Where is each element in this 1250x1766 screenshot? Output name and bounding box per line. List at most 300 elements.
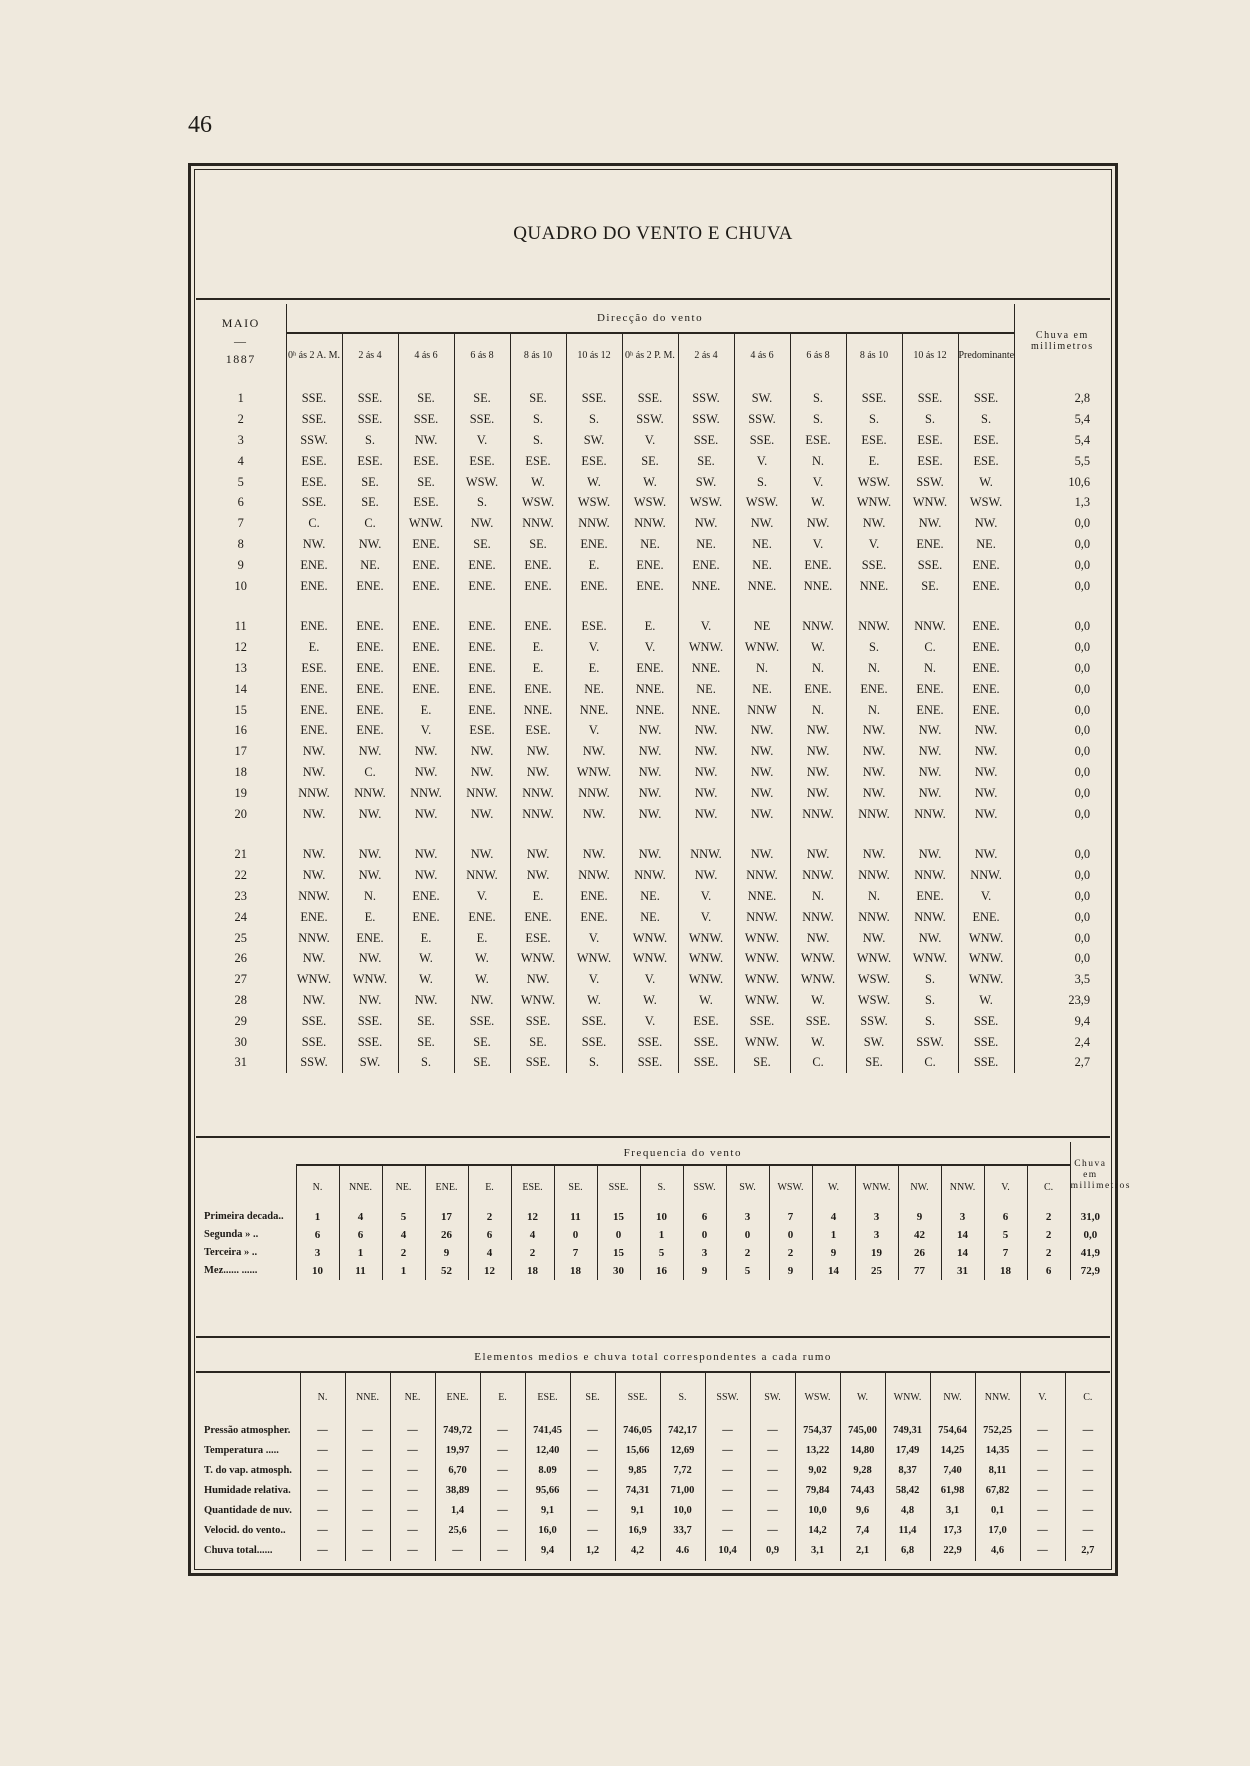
column-header: ESE. <box>511 1165 554 1208</box>
value-cell: — <box>435 1541 480 1561</box>
column-header: SSW. <box>705 1372 750 1421</box>
direction-cell: WSW. <box>454 471 510 492</box>
rain-cell: 0,0 <box>1014 720 1110 741</box>
direction-cell: V. <box>622 969 678 990</box>
direction-cell: WNW. <box>678 927 734 948</box>
value-cell: 749,72 <box>435 1421 480 1441</box>
direction-cell: NW. <box>790 927 846 948</box>
direction-cell: SSE. <box>286 492 342 513</box>
direction-cell: WNW. <box>790 969 846 990</box>
direction-cell: NW. <box>678 741 734 762</box>
direction-cell: NW. <box>902 927 958 948</box>
value-cell: 12 <box>511 1208 554 1226</box>
rain-cell: 3,5 <box>1014 969 1110 990</box>
value-cell: 17 <box>425 1208 468 1226</box>
column-header: WNW. <box>885 1372 930 1421</box>
direction-cell: NNW <box>734 699 790 720</box>
direction-cell: NE. <box>342 554 398 575</box>
direction-cell: S. <box>846 409 902 430</box>
direction-cell: NW. <box>286 990 342 1011</box>
direction-cell: NNW. <box>678 844 734 865</box>
row-label: Temperatura ..... <box>204 1445 279 1456</box>
direction-cell: ENE. <box>342 658 398 679</box>
value-cell: — <box>390 1461 435 1481</box>
rain-cell: 0,0 <box>1070 1226 1110 1244</box>
table-row <box>196 1031 1110 1052</box>
value-cell: 25 <box>855 1262 898 1280</box>
value-cell: 14,2 <box>795 1521 840 1541</box>
direction-cell: SSE. <box>902 378 958 409</box>
direction-cell: ENE. <box>510 906 566 927</box>
direction-cell: ESE. <box>846 430 902 451</box>
value-cell: 3 <box>296 1244 339 1262</box>
column-header: NE. <box>382 1165 425 1208</box>
direction-cell: V. <box>734 450 790 471</box>
value-cell: 9,85 <box>615 1461 660 1481</box>
direction-cell: ENE. <box>398 616 454 637</box>
direction-cell: WSW. <box>846 990 902 1011</box>
direction-cell: NW. <box>846 782 902 803</box>
direction-cell: S. <box>846 637 902 658</box>
column-header: 10 ás 12 <box>902 333 958 378</box>
table-row <box>196 1461 1110 1481</box>
column-header: NW. <box>898 1165 941 1208</box>
direction-cell: NW. <box>622 782 678 803</box>
direction-cell: NNW. <box>846 803 902 824</box>
direction-cell: NW. <box>454 513 510 534</box>
direction-cell: ESE. <box>902 450 958 471</box>
table-row <box>196 927 1110 948</box>
value-cell: 19,97 <box>435 1441 480 1461</box>
value-cell: 61,98 <box>930 1481 975 1501</box>
column-header: 10 ás 12 <box>566 333 622 378</box>
value-cell: — <box>390 1521 435 1541</box>
column-header: V. <box>1020 1372 1065 1421</box>
direction-cell: ESE. <box>790 430 846 451</box>
value-cell: 58,42 <box>885 1481 930 1501</box>
direction-cell: NE. <box>734 678 790 699</box>
value-cell: — <box>705 1481 750 1501</box>
direction-cell: NW. <box>678 803 734 824</box>
direction-cell: V. <box>566 969 622 990</box>
table-frame <box>188 163 1131 1576</box>
direction-cell: NW. <box>342 948 398 969</box>
table-row <box>196 492 1110 513</box>
rain-cell: 0,0 <box>1014 865 1110 886</box>
frequency-group-header: Frequencia do vento <box>296 1142 1070 1165</box>
value-cell: 6,8 <box>885 1541 930 1561</box>
value-cell: 15 <box>597 1244 640 1262</box>
column-header: SSW. <box>683 1165 726 1208</box>
direction-cell: NNW. <box>454 782 510 803</box>
table-row <box>196 1052 1110 1073</box>
direction-cell: V. <box>566 720 622 741</box>
direction-cell: NW. <box>342 803 398 824</box>
column-header: NE. <box>390 1372 435 1421</box>
day-cell: 29 <box>234 1013 247 1028</box>
value-cell: 6 <box>296 1226 339 1244</box>
direction-cell: N. <box>790 886 846 907</box>
value-cell: 7 <box>554 1244 597 1262</box>
column-header: 4 ás 6 <box>398 333 454 378</box>
direction-cell: NW. <box>398 803 454 824</box>
direction-cell: NW. <box>398 762 454 783</box>
spacer-row <box>196 596 1110 616</box>
direction-cell: NW. <box>398 990 454 1011</box>
value-cell: 4 <box>812 1208 855 1226</box>
table-row <box>196 948 1110 969</box>
direction-cell: V. <box>790 534 846 555</box>
direction-cell: NNW. <box>846 865 902 886</box>
day-cell: 11 <box>234 619 247 634</box>
value-cell: — <box>480 1501 525 1521</box>
column-header: WSW. <box>769 1165 812 1208</box>
rain-cell: 0,0 <box>1014 927 1110 948</box>
column-header: N. <box>296 1165 339 1208</box>
direction-cell: N. <box>790 450 846 471</box>
direction-cell: NNW. <box>566 782 622 803</box>
direction-cell: NW. <box>622 844 678 865</box>
direction-cell: NW. <box>958 720 1014 741</box>
direction-cell: W. <box>454 948 510 969</box>
direction-cell: V. <box>454 430 510 451</box>
direction-cell: SE. <box>454 534 510 555</box>
value-cell: 11 <box>554 1208 597 1226</box>
direction-cell: NW. <box>622 720 678 741</box>
direction-cell: NW. <box>454 803 510 824</box>
value-cell: 4 <box>382 1226 425 1244</box>
direction-cell: S. <box>510 430 566 451</box>
value-cell: — <box>1065 1421 1110 1441</box>
direction-cell: NW. <box>286 803 342 824</box>
column-header: 4 ás 6 <box>734 333 790 378</box>
direction-cell: E. <box>342 906 398 927</box>
direction-cell: SSE. <box>342 1010 398 1031</box>
value-cell: 4 <box>339 1208 382 1226</box>
value-cell: 10,0 <box>660 1501 705 1521</box>
value-cell: — <box>345 1481 390 1501</box>
table-row <box>196 378 1110 409</box>
rain-cell: 23,9 <box>1014 990 1110 1011</box>
value-cell: 3,1 <box>930 1501 975 1521</box>
value-cell: 18 <box>511 1262 554 1280</box>
rain-cell: 0,0 <box>1014 658 1110 679</box>
direction-cell: NW. <box>678 782 734 803</box>
direction-cell: ENE. <box>398 886 454 907</box>
direction-cell: NW. <box>790 513 846 534</box>
direction-cell: S. <box>566 1052 622 1073</box>
direction-cell: NW. <box>398 865 454 886</box>
value-cell: 2 <box>1027 1226 1070 1244</box>
direction-cell: S. <box>566 409 622 430</box>
direction-cell: N. <box>902 658 958 679</box>
value-cell: — <box>300 1421 345 1441</box>
direction-cell: ESE. <box>510 450 566 471</box>
direction-cell: ENE. <box>454 616 510 637</box>
rain-cell: 0,0 <box>1014 844 1110 865</box>
direction-cell: NW. <box>398 844 454 865</box>
day-cell: 12 <box>234 640 247 655</box>
direction-cell: SE. <box>510 534 566 555</box>
column-header: 8 ás 10 <box>846 333 902 378</box>
value-cell: 10,0 <box>795 1501 840 1521</box>
frequency-rain-header: Chuva em millimetros <box>1070 1142 1110 1208</box>
column-header: SW. <box>726 1165 769 1208</box>
table-row <box>196 1501 1110 1521</box>
direction-cell: NNW. <box>342 782 398 803</box>
direction-cell: W. <box>622 471 678 492</box>
value-cell: 754,64 <box>930 1421 975 1441</box>
value-cell: 71,00 <box>660 1481 705 1501</box>
direction-cell: NW. <box>286 534 342 555</box>
direction-cell: ESE. <box>286 658 342 679</box>
direction-cell: W. <box>958 471 1014 492</box>
value-cell: 6 <box>984 1208 1027 1226</box>
direction-cell: ESE. <box>678 1010 734 1031</box>
direction-cell: ENE. <box>958 699 1014 720</box>
table-row <box>196 720 1110 741</box>
value-cell: — <box>345 1501 390 1521</box>
direction-cell: SSE. <box>398 409 454 430</box>
value-cell: 14,25 <box>930 1441 975 1461</box>
value-cell: 7,72 <box>660 1461 705 1481</box>
direction-cell: ENE. <box>790 554 846 575</box>
value-cell: 2 <box>468 1208 511 1226</box>
value-cell: 38,89 <box>435 1481 480 1501</box>
direction-cell: NW. <box>622 741 678 762</box>
rain-header: Chuva em millimetros <box>1014 304 1110 378</box>
value-cell: 3 <box>941 1208 984 1226</box>
day-cell: 15 <box>234 702 247 717</box>
value-cell: 9,02 <box>795 1461 840 1481</box>
column-header: SE. <box>570 1372 615 1421</box>
value-cell: 5 <box>726 1262 769 1280</box>
column-header: ENE. <box>435 1372 480 1421</box>
direction-cell: ENE. <box>286 906 342 927</box>
direction-cell: S. <box>734 471 790 492</box>
direction-cell: NW. <box>734 720 790 741</box>
row-label: Humidade relativa. <box>204 1485 291 1496</box>
direction-cell: N. <box>790 658 846 679</box>
wind-direction-table <box>196 304 1110 1073</box>
row-label: Velocid. do vento.. <box>204 1525 286 1536</box>
direction-cell: SSW. <box>678 378 734 409</box>
column-header: Predominante <box>958 333 1014 378</box>
table-row <box>196 1262 1110 1280</box>
value-cell: 12 <box>468 1262 511 1280</box>
direction-cell: C. <box>790 1052 846 1073</box>
column-header: 0ʰ ás 2 A. M. <box>287 350 341 361</box>
day-cell: 23 <box>234 888 247 903</box>
direction-cell: ENE. <box>342 678 398 699</box>
direction-cell: ENE. <box>398 534 454 555</box>
day-cell: 2 <box>237 412 244 427</box>
value-cell: 4,2 <box>615 1541 660 1561</box>
direction-cell: NW. <box>902 782 958 803</box>
direction-cell: NNW. <box>902 803 958 824</box>
direction-cell: WNW. <box>678 969 734 990</box>
column-header: SE. <box>554 1165 597 1208</box>
direction-cell: V. <box>678 886 734 907</box>
column-header: WSW. <box>795 1372 840 1421</box>
day-cell: 1 <box>237 391 244 406</box>
direction-cell: SSE. <box>286 1010 342 1031</box>
direction-cell: SSE. <box>846 378 902 409</box>
direction-cell: V. <box>958 886 1014 907</box>
direction-cell: NW. <box>902 844 958 865</box>
direction-cell: NNW. <box>566 513 622 534</box>
table-row <box>196 637 1110 658</box>
direction-cell: NW. <box>846 513 902 534</box>
direction-cell: SSE. <box>734 430 790 451</box>
direction-cell: NNE. <box>734 575 790 596</box>
elements-table <box>196 1343 1110 1561</box>
value-cell: 7 <box>769 1208 812 1226</box>
direction-cell: W. <box>678 990 734 1011</box>
direction-cell: NW. <box>510 741 566 762</box>
day-cell: 13 <box>234 660 247 675</box>
value-cell: 0 <box>726 1226 769 1244</box>
direction-cell: ENE. <box>510 616 566 637</box>
direction-cell: SE. <box>454 1052 510 1073</box>
direction-cell: WNW. <box>734 948 790 969</box>
table-row <box>196 1481 1110 1501</box>
value-cell: — <box>1065 1501 1110 1521</box>
direction-cell: N. <box>342 886 398 907</box>
direction-cell: WSW. <box>958 492 1014 513</box>
value-cell: 12,69 <box>660 1441 705 1461</box>
value-cell: — <box>570 1521 615 1541</box>
day-cell: 24 <box>234 909 247 924</box>
day-cell: 8 <box>237 536 244 551</box>
day-cell: 20 <box>234 806 247 821</box>
value-cell: 16,0 <box>525 1521 570 1541</box>
value-cell: — <box>480 1481 525 1501</box>
value-cell: — <box>750 1441 795 1461</box>
direction-cell: NNE. <box>566 699 622 720</box>
day-cell: 18 <box>234 764 247 779</box>
direction-cell: SSE. <box>286 1031 342 1052</box>
direction-cell: NW. <box>678 865 734 886</box>
direction-cell: C. <box>342 513 398 534</box>
column-header: ENE. <box>425 1165 468 1208</box>
table-row <box>196 1010 1110 1031</box>
value-cell: 1 <box>812 1226 855 1244</box>
direction-cell: NNE. <box>790 575 846 596</box>
direction-cell: ENE. <box>902 886 958 907</box>
direction-cell: ESE. <box>286 450 342 471</box>
value-cell: 2 <box>769 1244 812 1262</box>
direction-cell: SSE. <box>622 1031 678 1052</box>
direction-cell: NE. <box>734 534 790 555</box>
direction-cell: SE. <box>454 1031 510 1052</box>
value-cell: 752,25 <box>975 1421 1020 1441</box>
value-cell: 9,1 <box>615 1501 660 1521</box>
value-cell: — <box>750 1461 795 1481</box>
value-cell: 3 <box>683 1244 726 1262</box>
direction-cell: NW. <box>622 803 678 824</box>
direction-cell: WNW. <box>958 969 1014 990</box>
value-cell: — <box>570 1441 615 1461</box>
direction-cell: NE. <box>622 886 678 907</box>
direction-cell: NNW. <box>790 803 846 824</box>
value-cell: 9,28 <box>840 1461 885 1481</box>
direction-cell: NW. <box>958 762 1014 783</box>
direction-cell: ENE. <box>510 678 566 699</box>
direction-cell: E. <box>846 450 902 471</box>
direction-cell: WNW. <box>790 948 846 969</box>
value-cell: 746,05 <box>615 1421 660 1441</box>
direction-cell: ENE. <box>398 637 454 658</box>
column-header: S. <box>660 1372 705 1421</box>
direction-cell: NW. <box>846 927 902 948</box>
value-cell: 5 <box>984 1226 1027 1244</box>
spacer-row <box>196 824 1110 844</box>
value-cell: 10 <box>296 1262 339 1280</box>
value-cell: 8,37 <box>885 1461 930 1481</box>
row-label: Mez...... ...... <box>204 1265 258 1276</box>
value-cell: 741,45 <box>525 1421 570 1441</box>
column-header: 6 ás 8 <box>790 333 846 378</box>
direction-cell: E. <box>286 637 342 658</box>
direction-cell: SSE. <box>510 1052 566 1073</box>
direction-cell: C. <box>286 513 342 534</box>
direction-cell: WNW. <box>734 637 790 658</box>
table-row <box>196 990 1110 1011</box>
direction-cell: NW. <box>286 844 342 865</box>
value-cell: — <box>390 1481 435 1501</box>
value-cell: — <box>1020 1461 1065 1481</box>
table-row <box>196 1208 1110 1226</box>
direction-cell: NNW. <box>902 616 958 637</box>
value-cell: — <box>300 1441 345 1461</box>
direction-cell: S. <box>902 990 958 1011</box>
value-cell: 11,4 <box>885 1521 930 1541</box>
direction-cell: SSW. <box>734 409 790 430</box>
direction-cell: NW. <box>678 513 734 534</box>
table-row <box>196 678 1110 699</box>
direction-cell: NW. <box>622 762 678 783</box>
value-cell: — <box>300 1521 345 1541</box>
direction-cell: ENE. <box>286 720 342 741</box>
direction-cell: WSW. <box>846 471 902 492</box>
direction-cell: SSE. <box>342 409 398 430</box>
direction-cell: SE. <box>622 450 678 471</box>
value-cell: 16,9 <box>615 1521 660 1541</box>
value-cell: 0,1 <box>975 1501 1020 1521</box>
direction-cell: WSW. <box>566 492 622 513</box>
value-cell: 7 <box>984 1244 1027 1262</box>
direction-cell: WNW. <box>678 637 734 658</box>
value-cell: — <box>300 1501 345 1521</box>
direction-cell: ENE. <box>398 906 454 927</box>
value-cell: 26 <box>898 1244 941 1262</box>
value-cell: 9,1 <box>525 1501 570 1521</box>
direction-cell: WNW. <box>958 927 1014 948</box>
day-cell: 16 <box>234 723 247 738</box>
table-row <box>196 450 1110 471</box>
row-label: Primeira decada.. <box>204 1211 284 1222</box>
direction-cell: NW. <box>846 844 902 865</box>
direction-cell: NNW. <box>286 782 342 803</box>
direction-cell: ESE. <box>398 492 454 513</box>
direction-cell: ENE. <box>958 575 1014 596</box>
rain-cell: 0,0 <box>1014 534 1110 555</box>
value-cell: 6 <box>683 1208 726 1226</box>
direction-cell: NNE. <box>510 699 566 720</box>
value-cell: 2 <box>1027 1244 1070 1262</box>
column-header: 0ʰ ás 2 P. M. <box>622 333 678 378</box>
